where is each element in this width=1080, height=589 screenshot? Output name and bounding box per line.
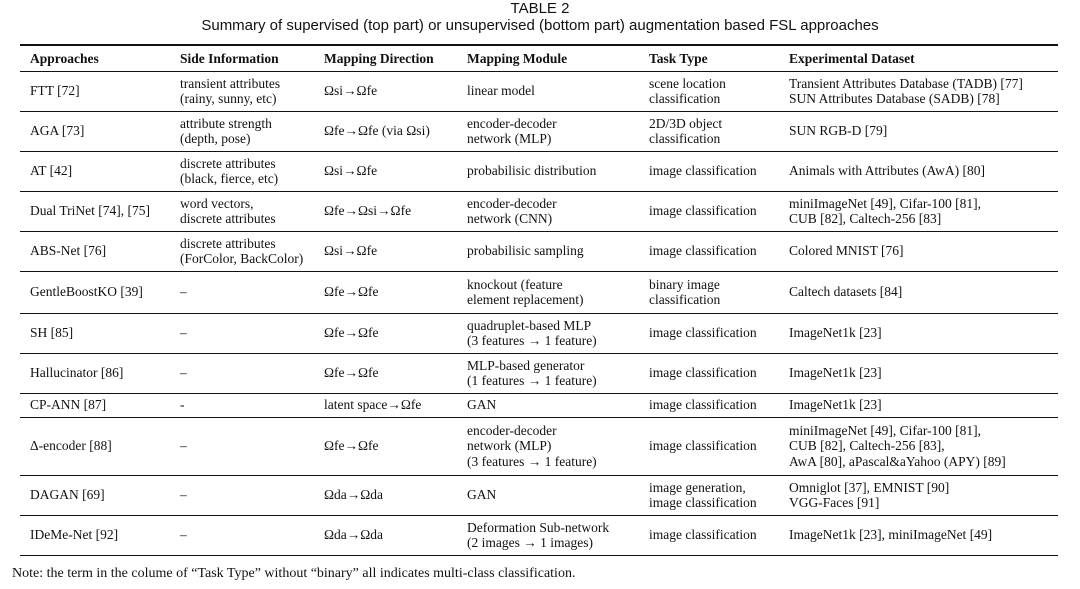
table-row [20, 271, 1058, 313]
experimental-dataset-cell [779, 515, 1058, 555]
cell-line: image classification [649, 203, 757, 219]
table-title: Summary of supervised (top part) or unsupervised (bottom part) augmentation based FSL approaches [201, 17, 879, 34]
mapping-module-cell [457, 271, 639, 313]
cell-line: network (CNN) [467, 211, 553, 226]
cell-line: scene location [649, 75, 726, 91]
experimental-dataset-cell [779, 151, 1058, 191]
approach-cell: Dual TriNet [74], [75] [20, 191, 170, 231]
cell-line: Deformation Sub-network [467, 519, 610, 535]
side-information-cell [170, 417, 314, 475]
cell-line: discrete attributes [180, 155, 276, 171]
table-row [20, 475, 1058, 515]
cell-line: Caltech datasets [84] [789, 284, 903, 300]
mapping-module-cell [457, 151, 639, 191]
mapping-direction-cell: Ωda→Ωda [314, 515, 457, 555]
cell-line: Animals with Attributes (AwA) [80] [789, 163, 985, 179]
approach-cell: GentleBoostKO [39] [20, 271, 170, 313]
header-approaches: Approaches [20, 45, 170, 71]
task-type-cell [639, 111, 779, 151]
side-information-cell [170, 353, 314, 393]
cell-line: (1 features → 1 feature) [467, 373, 597, 388]
side-information-cell [170, 393, 314, 417]
cell-line: - [180, 397, 185, 413]
experimental-dataset-cell [779, 313, 1058, 353]
experimental-dataset-cell [779, 271, 1058, 313]
mapping-module-cell [457, 313, 639, 353]
cell-line: ImageNet1k [23], miniImageNet [49] [789, 527, 993, 543]
cell-line: image classification [649, 397, 757, 413]
header-mapping-module: Mapping Module [457, 45, 639, 71]
table-header-row [20, 45, 1058, 71]
cell-line: image classification [649, 243, 757, 259]
side-information-cell [170, 515, 314, 555]
table-row [20, 71, 1058, 111]
approach-cell: SH [85] [20, 313, 170, 353]
table-row [20, 151, 1058, 191]
cell-line: transient attributes [180, 75, 281, 91]
cell-line: ImageNet1k [23] [789, 365, 882, 381]
side-information-cell [170, 231, 314, 271]
task-type-cell [639, 515, 779, 555]
experimental-dataset-cell [779, 111, 1058, 151]
cell-line: classification [649, 292, 721, 307]
cell-line: (ForColor, BackColor) [180, 251, 304, 266]
cell-line: knockout (feature [467, 276, 563, 292]
cell-line: probabilisic distribution [467, 163, 597, 179]
table-row [20, 313, 1058, 353]
mapping-direction-cell: Ωsi→Ωfe [314, 71, 457, 111]
cell-line: word vectors, [180, 195, 254, 211]
cell-line: VGG-Faces [91] [789, 495, 880, 510]
cell-line: image generation, [649, 479, 746, 495]
header-experimental-dataset: Experimental Dataset [779, 45, 1058, 71]
cell-line: encoder-decoder [467, 115, 557, 131]
cell-line: image classification [649, 365, 757, 381]
cell-line: (black, fierce, etc) [180, 171, 279, 186]
mapping-direction-cell: Ωsi→Ωfe [314, 151, 457, 191]
mapping-module-cell [457, 515, 639, 555]
cell-line: Colored MNIST [76] [789, 243, 904, 259]
table-row [20, 353, 1058, 393]
cell-line: – [180, 365, 187, 381]
mapping-module-cell [457, 417, 639, 475]
table-row [20, 515, 1058, 555]
mapping-module-cell [457, 393, 639, 417]
task-type-cell [639, 231, 779, 271]
cell-line: Transient Attributes Database (TADB) [77] [789, 75, 1023, 91]
experimental-dataset-cell [779, 353, 1058, 393]
mapping-module-cell [457, 71, 639, 111]
cell-line: (3 features → 1 feature) [467, 453, 597, 469]
side-information-cell [170, 475, 314, 515]
task-type-cell [639, 151, 779, 191]
mapping-module-cell [457, 231, 639, 271]
cell-line: – [180, 284, 187, 300]
cell-line: (2 images → 1 images) [467, 535, 593, 550]
cell-line: element replacement) [467, 292, 584, 307]
approach-cell: AT [42] [20, 151, 170, 191]
cell-line: discrete attributes [180, 235, 276, 251]
side-information-cell [170, 111, 314, 151]
cell-line: ImageNet1k [23] [789, 397, 882, 413]
cell-line: image classification [649, 325, 757, 341]
header-task-type: Task Type [639, 45, 779, 71]
cell-line: CUB [82], Caltech-256 [83] [789, 211, 942, 226]
task-type-cell [639, 353, 779, 393]
mapping-direction-cell: Ωfe→Ωfe [314, 353, 457, 393]
experimental-dataset-cell [779, 191, 1058, 231]
cell-line: image classification [649, 527, 757, 543]
cell-line: GAN [467, 397, 497, 413]
mapping-direction-cell: Ωfe→Ωfe [314, 417, 457, 475]
approach-cell: AGA [73] [20, 111, 170, 151]
task-type-cell [639, 191, 779, 231]
cell-line: image classification [649, 438, 757, 454]
table-row [20, 111, 1058, 151]
approach-cell: FTT [72] [20, 71, 170, 111]
header-side-information: Side Information [170, 45, 314, 71]
cell-line: network (MLP) [467, 131, 552, 146]
table-label: TABLE 2 [510, 0, 570, 17]
cell-line: MLP-based generator [467, 357, 585, 373]
cell-line: – [180, 527, 187, 543]
task-type-cell [639, 271, 779, 313]
cell-line: encoder-decoder [467, 195, 557, 211]
cell-line: probabilisic sampling [467, 243, 584, 259]
cell-line: (3 features → 1 feature) [467, 333, 597, 348]
experimental-dataset-cell [779, 393, 1058, 417]
mapping-direction-cell: Ωsi→Ωfe [314, 231, 457, 271]
table-row [20, 393, 1058, 417]
fsl-approaches-table [20, 44, 1058, 556]
mapping-direction-cell: Ωfe→Ωsi→Ωfe [314, 191, 457, 231]
cell-line: 2D/3D object [649, 115, 723, 131]
cell-line: – [180, 325, 187, 341]
table-row [20, 191, 1058, 231]
table-caption [0, 0, 1080, 35]
approach-cell: Hallucinator [86] [20, 353, 170, 393]
side-information-cell [170, 191, 314, 231]
cell-line: miniImageNet [49], Cifar-100 [81], [789, 422, 982, 438]
task-type-cell [639, 71, 779, 111]
cell-line: Omniglot [37], EMNIST [90] [789, 479, 950, 495]
table-row [20, 231, 1058, 271]
cell-line: linear model [467, 83, 535, 99]
cell-line: network (MLP) [467, 438, 552, 454]
task-type-cell [639, 475, 779, 515]
side-information-cell [170, 313, 314, 353]
side-information-cell [170, 151, 314, 191]
approach-cell: IDeMe-Net [92] [20, 515, 170, 555]
cell-line: classification [649, 131, 721, 146]
approach-cell: DAGAN [69] [20, 475, 170, 515]
cell-line: binary image [649, 276, 720, 292]
mapping-direction-cell: Ωda→Ωda [314, 475, 457, 515]
approach-cell: ABS-Net [76] [20, 231, 170, 271]
cell-line: (rainy, sunny, etc) [180, 91, 277, 106]
experimental-dataset-cell [779, 231, 1058, 271]
mapping-module-cell [457, 475, 639, 515]
header-mapping-direction: Mapping Direction [314, 45, 457, 71]
cell-line: ImageNet1k [23] [789, 325, 882, 341]
task-type-cell [639, 417, 779, 475]
side-information-cell [170, 271, 314, 313]
cell-line: GAN [467, 487, 497, 503]
cell-line: SUN Attributes Database (SADB) [78] [789, 91, 1000, 106]
mapping-module-cell [457, 353, 639, 393]
table-body [20, 71, 1058, 555]
cell-line: image classification [649, 495, 757, 510]
experimental-dataset-cell [779, 475, 1058, 515]
cell-line: CUB [82], Caltech-256 [83], [789, 438, 945, 454]
cell-line: quadruplet-based MLP [467, 317, 592, 333]
cell-line: (depth, pose) [180, 131, 251, 146]
cell-line: – [180, 487, 187, 503]
cell-line: encoder-decoder [467, 422, 557, 438]
experimental-dataset-cell [779, 71, 1058, 111]
cell-line: attribute strength [180, 115, 272, 131]
side-information-cell [170, 71, 314, 111]
cell-line: AwA [80], aPascal&aYahoo (APY) [89] [789, 453, 1006, 469]
cell-line: image classification [649, 163, 757, 179]
cell-line: – [180, 438, 187, 454]
cell-line: SUN RGB-D [79] [789, 123, 888, 139]
mapping-module-cell [457, 191, 639, 231]
table-row [20, 417, 1058, 475]
task-type-cell [639, 313, 779, 353]
cell-line: discrete attributes [180, 211, 276, 226]
task-type-cell [639, 393, 779, 417]
mapping-module-cell [457, 111, 639, 151]
cell-line: miniImageNet [49], Cifar-100 [81], [789, 195, 982, 211]
mapping-direction-cell: Ωfe→Ωfe [314, 313, 457, 353]
experimental-dataset-cell [779, 417, 1058, 475]
mapping-direction-cell: Ωfe→Ωfe (via Ωsi) [314, 111, 457, 151]
mapping-direction-cell: Ωfe→Ωfe [314, 271, 457, 313]
mapping-direction-cell: latent space→Ωfe [314, 393, 457, 417]
approach-cell: Δ-encoder [88] [20, 417, 170, 475]
table-note: Note: the term in the colume of “Task Type” without “binary” all indicates multi-class classification. [12, 566, 576, 581]
cell-line: classification [649, 91, 721, 106]
approach-cell: CP-ANN [87] [20, 393, 170, 417]
